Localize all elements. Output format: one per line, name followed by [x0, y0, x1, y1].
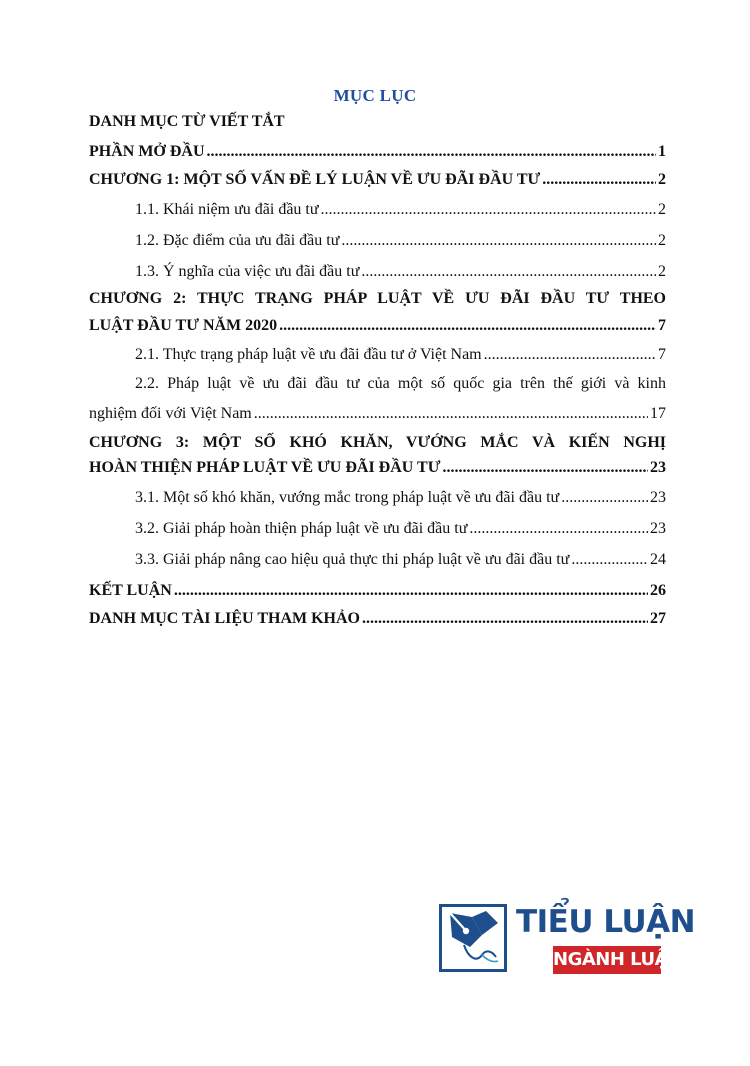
toc-entry-text: 1.3. Ý nghĩa của việc ưu đãi đầu tư [135, 263, 360, 280]
toc-entry-line2 [89, 405, 666, 423]
toc-leader-dots [361, 263, 656, 281]
toc-page-number: 23 [650, 520, 666, 537]
toc-entry-text-line1: CHƯƠNG 3: MỘT SỐ KHÓ KHĂN, VƯỚNG MẮC VÀ KIẾN NGHỊ [89, 434, 666, 451]
toc-leader-dots [469, 520, 648, 538]
toc-entry-text: 3.2. Giải pháp hoàn thiện pháp luật về ưu đãi đầu tư [135, 520, 468, 537]
toc-entry-text-line2: LUẬT ĐẦU TƯ NĂM 2020 [89, 317, 278, 334]
toc-entry-conclusion[interactable] [89, 582, 666, 600]
toc-page-number: 23 [650, 489, 666, 506]
toc-page-number: 2 [658, 201, 666, 218]
toc-leader-dots [174, 582, 648, 600]
toc-entry-3-3[interactable] [89, 551, 666, 569]
toc-entry-chapter-1[interactable] [89, 171, 666, 189]
toc-entry-2-1[interactable] [89, 346, 666, 364]
toc-entry-text: 3.3. Giải pháp nâng cao hiệu quả thực thi pháp luật về ưu đãi đầu tư [135, 551, 570, 568]
toc-entry-chapter-3[interactable] [89, 434, 666, 477]
toc-leader-dots [279, 317, 656, 335]
toc-leader-dots [571, 551, 648, 569]
toc-page-number: 26 [650, 582, 666, 599]
toc-page-number: 2 [658, 232, 666, 249]
toc-entry-3-2[interactable] [89, 520, 666, 538]
toc-entry-2-2[interactable] [89, 375, 666, 423]
toc-entry-1-3[interactable] [89, 263, 666, 281]
toc-page-number: 7 [658, 346, 666, 363]
toc-entry-abbreviations[interactable] [89, 113, 666, 131]
fountain-pen-nib-icon [439, 904, 507, 972]
toc-page-number: 2 [658, 263, 666, 280]
toc-entry-text-line2: nghiệm đối với Việt Nam [89, 405, 252, 422]
toc-entry-text: KẾT LUẬN [89, 582, 172, 599]
toc-page-number: 2 [658, 171, 666, 188]
toc-entry-line2 [89, 317, 666, 335]
toc-entry-text-line1: CHƯƠNG 2: THỰC TRẠNG PHÁP LUẬT VỀ ƯU ĐÃI ĐẦU TƯ THEO [89, 290, 666, 307]
toc-page-number: 23 [650, 459, 666, 476]
toc-leader-dots [362, 610, 648, 628]
toc-entry-text-line2: HOÀN THIỆN PHÁP LUẬT VỀ ƯU ĐÃI ĐẦU TƯ [89, 459, 441, 476]
toc-leader-dots [442, 459, 648, 477]
toc-leader-dots [321, 201, 656, 219]
toc-page-number: 27 [650, 610, 666, 627]
toc-entry-text: PHẦN MỞ ĐẦU [89, 143, 205, 160]
toc-entry-text: DANH MỤC TÀI LIỆU THAM KHẢO [89, 610, 360, 627]
toc-leader-dots [254, 405, 648, 423]
toc-entry-3-1[interactable] [89, 489, 666, 507]
toc-entry-chapter-2[interactable] [89, 290, 666, 335]
toc-entry-text-line1: 2.2. Pháp luật về ưu đãi đầu tư của một số quốc gia trên thế giới và kinh [135, 375, 666, 392]
toc-title: MỤC LỤC [333, 86, 417, 105]
toc-entry-text: 1.1. Khái niệm ưu đãi đầu tư [135, 201, 319, 218]
toc-entry-text: 1.2. Đặc điểm của ưu đãi đầu tư [135, 232, 340, 249]
toc-leader-dots [341, 232, 656, 250]
toc-entry-text: 3.1. Một số khó khăn, vướng mắc trong pháp luật về ưu đãi đầu tư [135, 489, 560, 506]
toc-leader-dots [542, 171, 656, 189]
toc-entry-text: 2.1. Thực trạng pháp luật về ưu đãi đầu tư ở Việt Nam [135, 346, 482, 363]
toc-page-number: 7 [658, 317, 666, 334]
toc-entry-text: DANH MỤC TỪ VIẾT TẮT [89, 113, 285, 130]
toc-entry-references[interactable] [89, 610, 666, 628]
toc-entry-line2 [89, 459, 666, 477]
brand-logo [439, 904, 696, 976]
toc-entry-introduction[interactable] [89, 143, 666, 161]
toc-entry-1-2[interactable] [89, 232, 666, 250]
logo-text-top: TIỂU LUẬN [516, 904, 696, 940]
toc-page-number: 24 [650, 551, 666, 568]
toc-entry-1-1[interactable] [89, 201, 666, 219]
toc-leader-dots [561, 489, 648, 507]
toc-leader-dots [484, 346, 656, 364]
toc-leader-dots [207, 143, 656, 161]
toc-page-number: 1 [658, 143, 666, 160]
toc-page-number: 17 [650, 405, 666, 422]
logo-text-bottom: NGÀNH LUẬT [553, 946, 661, 974]
toc-entry-text: CHƯƠNG 1: MỘT SỐ VẤN ĐỀ LÝ LUẬN VỀ ƯU ĐÃI ĐẦU TƯ [89, 171, 541, 188]
